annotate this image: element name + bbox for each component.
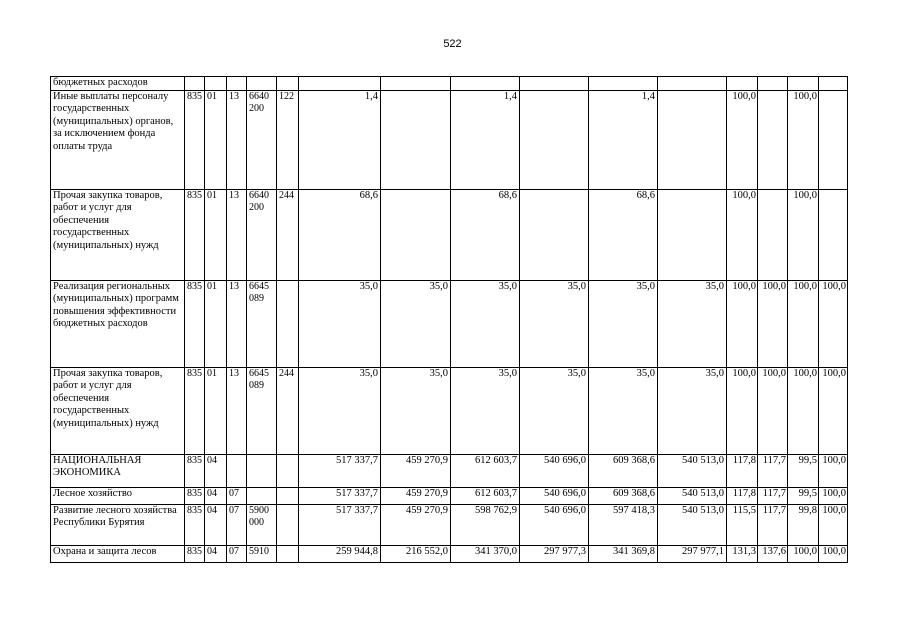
razdel-code: 01 [205, 189, 227, 280]
row-name: Развитие лесного хозяйства Республики Бурятия [51, 504, 185, 545]
table-row [51, 189, 848, 280]
amount-col-6: 540 513,0 [658, 454, 727, 487]
row-name: Охрана и защита лесов [51, 545, 185, 562]
percent-col-1: 117,8 [727, 487, 758, 504]
table-row [51, 90, 848, 189]
podrazdel-code: 07 [227, 487, 247, 504]
amount-col-3: 612 603,7 [451, 454, 520, 487]
expense-type-code [277, 504, 299, 545]
amount-col-5: 609 368,6 [589, 454, 658, 487]
percent-col-1: 100,0 [727, 189, 758, 280]
page-number: 522 [443, 38, 462, 50]
amount-col-6: 297 977,1 [658, 545, 727, 562]
percent-col-2: 100,0 [758, 367, 788, 454]
amount-col-5: 35,0 [589, 367, 658, 454]
podrazdel-code: 13 [227, 280, 247, 367]
percent-col-2 [758, 189, 788, 280]
percent-col-2: 117,7 [758, 487, 788, 504]
table-row [51, 77, 848, 91]
amount-col-4 [520, 90, 589, 189]
percent-col-3: 100,0 [788, 367, 819, 454]
percent-col-3: 99,5 [788, 487, 819, 504]
percent-col-1: 100,0 [727, 280, 758, 367]
amount-col-1: 517 337,7 [299, 504, 381, 545]
amount-col-4: 35,0 [520, 280, 589, 367]
percent-col-3: 100,0 [788, 90, 819, 189]
glava-code: 835 [185, 487, 205, 504]
percent-col-3: 100,0 [788, 545, 819, 562]
razdel-code: 04 [205, 487, 227, 504]
amount-col-4 [520, 77, 589, 91]
table-row [51, 487, 848, 504]
glava-code: 835 [185, 367, 205, 454]
amount-col-3: 35,0 [451, 367, 520, 454]
target-article-code: 5910 [247, 545, 277, 562]
percent-col-3: 99,8 [788, 504, 819, 545]
target-article-code [247, 454, 277, 487]
target-article-code: 6645 089 [247, 280, 277, 367]
amount-col-5: 597 418,3 [589, 504, 658, 545]
percent-col-4: 100,0 [819, 504, 848, 545]
amount-col-6 [658, 77, 727, 91]
amount-col-2: 35,0 [381, 280, 451, 367]
glava-code: 835 [185, 189, 205, 280]
amount-col-1: 1,4 [299, 90, 381, 189]
amount-col-5: 68,6 [589, 189, 658, 280]
podrazdel-code: 13 [227, 367, 247, 454]
amount-col-5: 341 369,8 [589, 545, 658, 562]
amount-col-5: 35,0 [589, 280, 658, 367]
amount-col-6 [658, 189, 727, 280]
amount-col-6: 35,0 [658, 280, 727, 367]
target-article-code [247, 77, 277, 91]
glava-code: 835 [185, 90, 205, 189]
table-row [51, 454, 848, 487]
amount-col-2 [381, 189, 451, 280]
percent-col-2: 137,6 [758, 545, 788, 562]
percent-col-2: 117,7 [758, 454, 788, 487]
row-name: НАЦИОНАЛЬНАЯ ЭКОНОМИКА [51, 454, 185, 487]
amount-col-6 [658, 90, 727, 189]
amount-col-3: 35,0 [451, 280, 520, 367]
amount-col-2: 459 270,9 [381, 504, 451, 545]
table-row [51, 545, 848, 562]
amount-col-5 [589, 77, 658, 91]
percent-col-4 [819, 189, 848, 280]
percent-col-4: 100,0 [819, 367, 848, 454]
percent-col-4: 100,0 [819, 545, 848, 562]
percent-col-3 [788, 77, 819, 91]
amount-col-4: 35,0 [520, 367, 589, 454]
table-row [51, 504, 848, 545]
table-row [51, 280, 848, 367]
row-name: Прочая закупка товаров, работ и услуг для обеспечения государственных (муниципальных) нужд [51, 189, 185, 280]
amount-col-2 [381, 77, 451, 91]
amount-col-1: 68,6 [299, 189, 381, 280]
expense-type-code [277, 545, 299, 562]
percent-col-1: 100,0 [727, 367, 758, 454]
amount-col-2: 459 270,9 [381, 487, 451, 504]
amount-col-4: 297 977,3 [520, 545, 589, 562]
amount-col-2: 459 270,9 [381, 454, 451, 487]
glava-code: 835 [185, 454, 205, 487]
percent-col-1: 115,5 [727, 504, 758, 545]
amount-col-2: 216 552,0 [381, 545, 451, 562]
amount-col-5: 609 368,6 [589, 487, 658, 504]
podrazdel-code: 07 [227, 545, 247, 562]
percent-col-4: 100,0 [819, 487, 848, 504]
target-article-code: 6640 200 [247, 189, 277, 280]
podrazdel-code: 13 [227, 90, 247, 189]
percent-col-2 [758, 77, 788, 91]
percent-col-3: 100,0 [788, 280, 819, 367]
amount-col-1 [299, 77, 381, 91]
podrazdel-code [227, 454, 247, 487]
amount-col-1: 259 944,8 [299, 545, 381, 562]
amount-col-1: 517 337,7 [299, 487, 381, 504]
percent-col-3: 99,5 [788, 454, 819, 487]
razdel-code: 01 [205, 367, 227, 454]
amount-col-4: 540 696,0 [520, 454, 589, 487]
amount-col-2: 35,0 [381, 367, 451, 454]
podrazdel-code: 07 [227, 504, 247, 545]
percent-col-2 [758, 90, 788, 189]
razdel-code: 01 [205, 280, 227, 367]
amount-col-2 [381, 90, 451, 189]
amount-col-3: 341 370,0 [451, 545, 520, 562]
podrazdel-code: 13 [227, 189, 247, 280]
expense-type-code [277, 77, 299, 91]
expense-type-code: 122 [277, 90, 299, 189]
percent-col-2: 100,0 [758, 280, 788, 367]
percent-col-2: 117,7 [758, 504, 788, 545]
percent-col-1 [727, 77, 758, 91]
percent-col-4: 100,0 [819, 454, 848, 487]
expense-type-code: 244 [277, 189, 299, 280]
row-name: Прочая закупка товаров, работ и услуг для обеспечения государственных (муниципальных) нужд [51, 367, 185, 454]
amount-col-3: 598 762,9 [451, 504, 520, 545]
amount-col-4: 540 696,0 [520, 504, 589, 545]
percent-col-1: 117,8 [727, 454, 758, 487]
amount-col-1: 517 337,7 [299, 454, 381, 487]
budget-table [50, 76, 848, 563]
amount-col-5: 1,4 [589, 90, 658, 189]
razdel-code: 04 [205, 454, 227, 487]
amount-col-1: 35,0 [299, 367, 381, 454]
amount-col-3: 612 603,7 [451, 487, 520, 504]
percent-col-4 [819, 90, 848, 189]
amount-col-4 [520, 189, 589, 280]
percent-col-3: 100,0 [788, 189, 819, 280]
target-article-code: 6645 089 [247, 367, 277, 454]
percent-col-1: 100,0 [727, 90, 758, 189]
amount-col-3 [451, 77, 520, 91]
target-article-code [247, 487, 277, 504]
row-name: Реализация региональных (муниципальных) программ повышения эффективности бюджетных расходов [51, 280, 185, 367]
razdel-code [205, 77, 227, 91]
row-name: Иные выплаты персоналу государственных (муниципальных) органов, за исключением фонда оплаты труда [51, 90, 185, 189]
row-name: бюджетных расходов [51, 77, 185, 91]
amount-col-6: 540 513,0 [658, 487, 727, 504]
target-article-code: 6640 200 [247, 90, 277, 189]
expense-type-code [277, 280, 299, 367]
glava-code: 835 [185, 280, 205, 367]
amount-col-3: 1,4 [451, 90, 520, 189]
percent-col-1: 131,3 [727, 545, 758, 562]
glava-code [185, 77, 205, 91]
amount-col-3: 68,6 [451, 189, 520, 280]
amount-col-6: 35,0 [658, 367, 727, 454]
amount-col-4: 540 696,0 [520, 487, 589, 504]
podrazdel-code [227, 77, 247, 91]
percent-col-4 [819, 77, 848, 91]
row-name: Лесное хозяйство [51, 487, 185, 504]
razdel-code: 04 [205, 545, 227, 562]
expense-type-code [277, 454, 299, 487]
amount-col-6: 540 513,0 [658, 504, 727, 545]
expense-type-code [277, 487, 299, 504]
glava-code: 835 [185, 545, 205, 562]
percent-col-4: 100,0 [819, 280, 848, 367]
target-article-code: 5900 000 [247, 504, 277, 545]
glava-code: 835 [185, 504, 205, 545]
razdel-code: 04 [205, 504, 227, 545]
amount-col-1: 35,0 [299, 280, 381, 367]
razdel-code: 01 [205, 90, 227, 189]
expense-type-code: 244 [277, 367, 299, 454]
table-row [51, 367, 848, 454]
